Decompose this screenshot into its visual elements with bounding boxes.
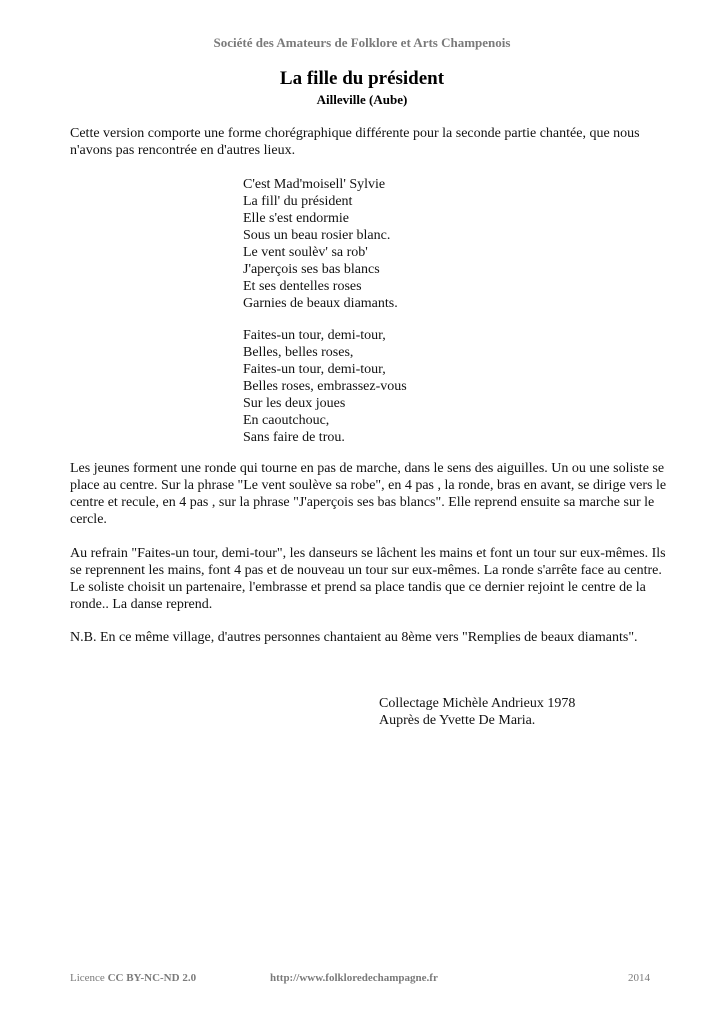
verse-line: Garnies de beaux diamants. bbox=[243, 296, 398, 311]
dance-description-paragraph: Les jeunes forment une ronde qui tourne en pas de marche, dans le sens des aiguilles. Un ou une soliste se place au centre. Sur la phrase "Le vent soulève sa robe", en 4 pas , la ronde, bras en avant, se dirige vers le centre et recule, en 4 pas , sur la phrase "J'aperçois ses bas blancs". Elle reprend ensuite sa marche sur le cercle. bbox=[70, 461, 667, 527]
verse-line: La fill' du président bbox=[243, 194, 353, 209]
verse-line: Belles, belles roses, bbox=[243, 345, 354, 360]
note-paragraph: N.B. En ce même village, d'autres personnes chantaient au 8ème vers "Remplies de beaux diamants". bbox=[70, 630, 638, 645]
verse-line: Faites-un tour, demi-tour, bbox=[243, 362, 386, 377]
credit-informant: Auprès de Yvette De Maria. bbox=[379, 713, 536, 728]
page-subtitle: Ailleville (Aube) bbox=[316, 92, 408, 107]
intro-paragraph: Cette version comporte une forme chorégraphique différente pour la seconde partie chantée, que nous n'avons pas rencontrée en d'autres lieux. bbox=[70, 126, 640, 158]
refrain-description-paragraph: Au refrain "Faites-un tour, demi-tour", les danseurs se lâchent les mains et font un tour sur eux-mêmes. Ils se reprennent les mains, font 4 pas et de nouveau un tour sur eux-mêmes. La ronde s'arrête face au centre. Le soliste choisit un partenaire, l'embrasse et prend sa place tandis que ce dernier rejoint le centre de la ronde.. La danse reprend. bbox=[70, 546, 666, 612]
verse-line: Faites-un tour, demi-tour, bbox=[243, 328, 386, 343]
credit-collector: Collectage Michèle Andrieux 1978 bbox=[379, 696, 576, 711]
verse-line: Elle s'est endormie bbox=[243, 211, 349, 226]
footer-licence bbox=[70, 972, 196, 984]
footer-url-link[interactable]: http://www.folkloredechampagne.fr bbox=[270, 972, 438, 984]
verse-line: Le vent soulèv' sa rob' bbox=[243, 245, 368, 260]
verse-line: Belles roses, embrassez-vous bbox=[243, 379, 407, 394]
page-title: La fille du président bbox=[279, 68, 445, 89]
verse-line: Et ses dentelles roses bbox=[243, 279, 362, 294]
verse-line: Sous un beau rosier blanc. bbox=[243, 228, 391, 243]
verse-line: Sur les deux joues bbox=[243, 396, 346, 411]
footer-year: 2014 bbox=[628, 972, 650, 984]
verse-2-refrain bbox=[243, 327, 407, 446]
verse-line: C'est Mad'moisell' Sylvie bbox=[243, 177, 386, 192]
verse-1 bbox=[243, 176, 398, 312]
licence-name: CC BY-NC-ND 2.0 bbox=[107, 972, 197, 984]
verse-line: Sans faire de trou. bbox=[243, 430, 345, 445]
society-header: Société des Amateurs de Folklore et Arts Champenois bbox=[213, 35, 511, 50]
verse-line: En caoutchouc, bbox=[243, 413, 330, 428]
licence-prefix: Licence bbox=[70, 972, 105, 984]
verse-line: J'aperçois ses bas blancs bbox=[243, 262, 380, 277]
